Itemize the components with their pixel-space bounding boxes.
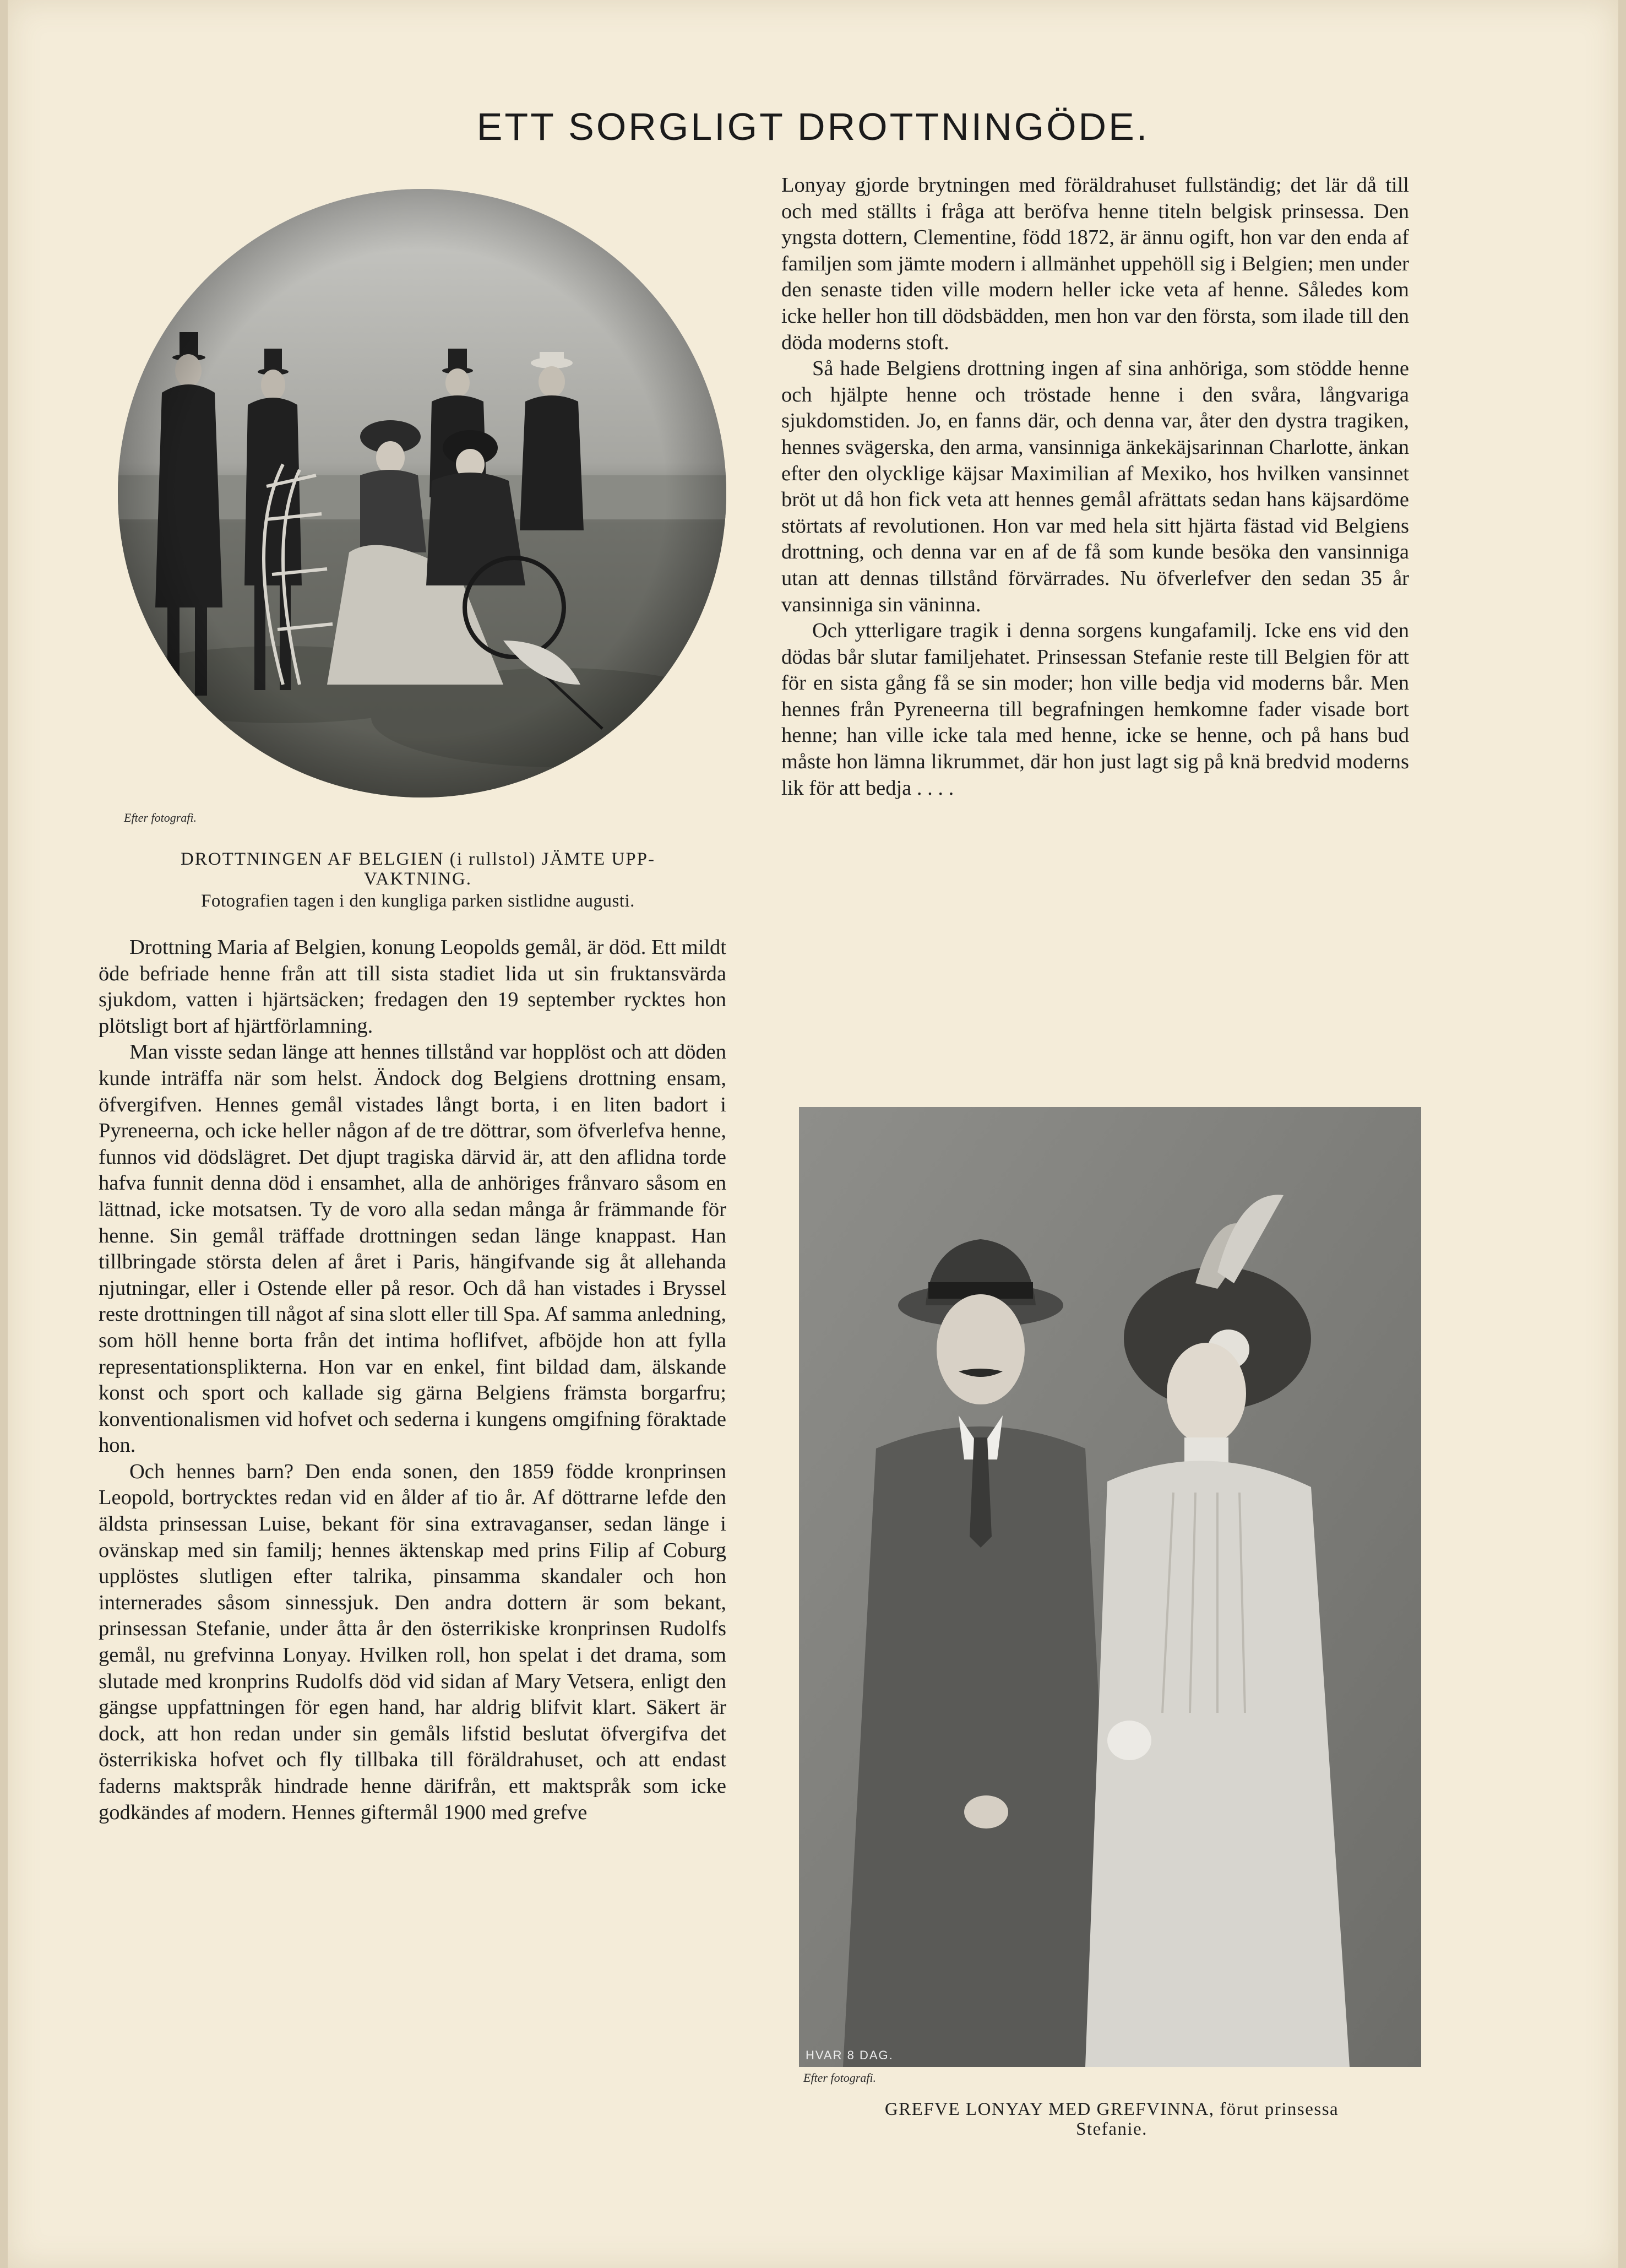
- top-caption-line2: VAKTNING.: [363, 869, 472, 889]
- top-photo-credit: Efter fotografi.: [124, 811, 197, 824]
- top-caption-sub: Fotografien tagen i den kungliga parken sistlidne augusti.: [201, 891, 635, 911]
- couple-photo-art: [799, 1107, 1421, 2067]
- bottom-photo-caption: [781, 2099, 1442, 2139]
- paragraph: Och ytterligare tragik i denna sorgens kungafamilj. Icke ens vid den dödas bår slutar familjehatet. Prinsessan Stefanie reste till Belgien för att för en sista gång få se sin moder; hon ville bedja vid moderns bår. Men hennes från Pyreneerna till begrafningen hemkomne fader visade bort henne; han ville icke tala med henne, icke se henne, och på hans bud måste hon lämna likrummet, där hon just lagt sig på knä bredvid moderns lik för att bedja . . . .: [781, 619, 1409, 800]
- paragraph: Och hennes barn? Den enda sonen, den 1859 födde kronprinsen Leopold, bortrycktes redan vid en ålder af tio år. Af döttrarne lefde den äldsta prinsessan Luise, bekant för sina extravaganser, sedan länge i ovänskap med sin familj; hennes äktenskap med prins Filip af Coburg upplöstes slutligen efter talrika, pinsamma skandaler och hon internerades såsom sinnessjuk. Den andra dottern är som bekant, prinsessan Stefanie, under åtta år den österrikiske kronprinsen Rudolfs gemål, nu grefvinna Lonyay. Hvilken roll, hon spelat i det drama, som slutade med kronprins Rudolfs död vid sidan af Mary Vetsera, enligt den gängse uppfattningen för egen hand, har aldrig blifvit klart. Säkert är dock, att hon redan under sin gemåls lifstid beslutat öfvergifva det österrikiska hofvet och fly tillbaka till föräldrahuset, och att endast faderns maktspråk hindrade henne därifrån, ett maktspråk som icke godkändes af modern. Hennes giftermål 1900 med grefve: [99, 1459, 726, 1824]
- bottom-photo-credit: Efter fotografi.: [803, 2071, 876, 2085]
- top-photo-caption: [99, 849, 737, 911]
- article-title: ETT SORGLIGT DROTTNINGÖDE.: [476, 105, 1150, 148]
- bottom-caption-line1: GREFVE LONYAY MED GREFVINNA, förut prinsessa: [884, 2099, 1339, 2119]
- printer-mark: HVAR 8 DAG.: [806, 2048, 894, 2062]
- queen-wheelchair-photo-art: [118, 189, 726, 797]
- paragraph: Så hade Belgiens drottning ingen af sina anhöriga, som stödde henne och hjälpte henne och tröstade henne i den svåra, långvariga sjukdomstiden. Jo, en fanns där, och denna var, åter den dystra tragiken, hennes svägerska, den arma, vansinniga änkekäjsarinnan Charlotte, änkan efter den olycklige käjsar Maximilian af Mexiko, hos hvilken vansinnet bröt ut då hon fick veta att hennes gemål afrättats sedan hans käjsardöme störtats af revolutionen. Hon var med hela sitt hjärta fästad vid Belgiens drottning, och denna var en af de få som kunde besöka den vansinniga utan att dennas tillstånd förvärrades. Nu öfverlefver den sedan 35 år vansinniga sin väninna.: [781, 357, 1409, 616]
- count-lonyay-couple-photo: [799, 1107, 1421, 2067]
- queen-wheelchair-photo: [118, 189, 726, 797]
- paragraph: Man visste sedan länge att hennes tillstånd var hopplöst och att döden kunde inträffa när som helst. Ändock dog Belgiens drottning ensam, öfvergifven. Hennes gemål vistades långt borta, i en liten badort i Pyreneerna, och icke heller någon af de tre döttrar, som öfverlefva henne, funnos vid dödslägret. Det djupt tragiska därvid är, att den aflidna torde hafva funnit denna död i ensamhet, alla de anhöriges frånvaro såsom en lättnad, icke motsatsen. Ty de voro alla sedan många år främmande för henne. Sin gemål träffade drottningen sedan länge knappast. Han tillbringade största delen af året i Paris, hängifvande sig åt allehanda njutningar, eller i Ostende eller på resor. Och då han vistades i Bryssel reste drottningen till något af sina slott eller till Spa. Af samma anledning, som höll henne borta från det intima hoflifvet, afböjde hon att fylla representationsplikterna. Hon var en enkel, fint bildad dam, älskande konst och sport och kallade sig gärna Belgiens främsta borgarfru; konventionalismen vid hofvet och sederna i kungens omgifning föraktade hon.: [99, 1040, 726, 1457]
- article-left-column: [99, 935, 726, 1826]
- paragraph: Drottning Maria af Belgien, konung Leopolds gemål, är död. Ett mildt öde befriade henne från att till sista stadiet lida ut sin fruktansvärda sjukdom, vatten i hjärtsäcken; fredagen den 19 september rycktes hon plötsligt bort af hjärtförlamning.: [99, 936, 726, 1038]
- bottom-caption-line2: Stefanie.: [1076, 2119, 1148, 2139]
- magazine-page: [8, 0, 1618, 2268]
- article-right-column: [781, 172, 1409, 801]
- top-caption-line1: DROTTNINGEN AF BELGIEN (i rullstol) JÄMTE UPP-: [181, 849, 655, 869]
- paragraph: Lonyay gjorde brytningen med föräldrahuset fullständig; det lär då till och med ställts i fråga att beröfva henne titeln belgisk prinsessa. Den yngsta dottern, Clementine, född 1872, är ännu ogift, hon var den enda af familjen som jämte modern i allmänhet uppehöll sig i Belgien; men under den senaste tiden ville modern heller icke veta af henne. Således kom icke heller hon till dödsbädden, men hon var den första, som ilade till den döda moderns stoft.: [781, 173, 1409, 354]
